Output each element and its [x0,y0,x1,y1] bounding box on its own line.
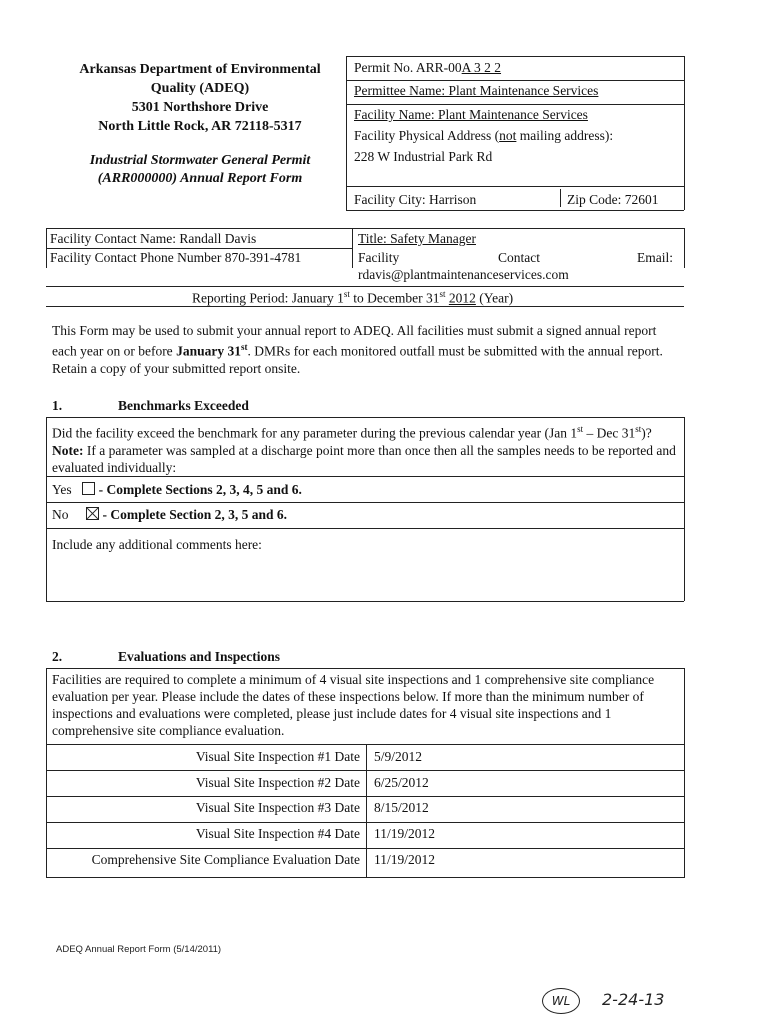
yes-option[interactable] [52,482,302,498]
form-title-line: Industrial Stormwater General Permit [89,153,311,168]
no-checkbox[interactable] [86,507,99,520]
agency-line: Arkansas Department of Environmental [79,62,321,77]
question-text: – Dec 31 [583,425,636,441]
agency-header [60,60,340,136]
note-text: If a parameter was sampled at a discharge point more than once then all the samples needs to be reported and evaluated individually: [52,442,676,475]
no-text: - Complete Section 2, 3, 5 and 6. [102,507,287,522]
period-text: Reporting Period: January 1 [192,290,344,306]
initials-stamp: WL [542,988,580,1014]
contact-email[interactable]: rdavis@plantmaintenanceservices.com [358,267,569,282]
intro-paragraph [52,322,684,377]
form-title [60,152,340,188]
handwritten-date: 2-24-13 [602,990,665,1009]
address-label-text: Facility Physical Address ( [354,128,500,143]
intro-text: . DMRs for each monitored outfall must be submitted with the annual report. Retain a copy of your submitted report onsite. [52,343,663,376]
period-text: (Year) [475,290,514,306]
no-option[interactable] [52,507,287,523]
section1-question [52,421,680,476]
question-sup: st [635,424,642,434]
permit-number [354,60,501,76]
address-label-not: not [499,128,517,143]
inspection-3-label: Visual Site Inspection #3 Date [195,800,360,815]
period-text: to December 31 [349,290,440,306]
section1-title: Benchmarks Exceeded [118,398,249,413]
inspection-3-date[interactable]: 8/15/2012 [374,800,429,815]
comments-label: Include any additional comments here: [52,537,262,552]
question-text: Did the facility exceed the benchmark for any parameter during the previous calendar year (Jan 1 [52,425,578,441]
agency-line: 5301 Northshore Drive [131,100,269,115]
reporting-period [192,289,513,307]
address-label-text: mailing address): [516,128,614,143]
yes-checkbox[interactable] [82,482,95,495]
question-sup: st [577,424,584,434]
comments-field[interactable] [52,556,678,598]
inspection-4-date[interactable]: 11/19/2012 [374,826,436,841]
email-label: Email: [637,250,673,265]
permit-label: Permit No. ARR-00 [354,60,462,75]
period-year[interactable]: 2012 [448,290,476,306]
address-value[interactable]: 228 W Industrial Park Rd [354,149,493,164]
email-label-facility: Facility [358,250,400,265]
period-sup: st [343,289,350,299]
section2-title: Evaluations and Inspections [118,649,281,664]
inspection-1-date[interactable]: 5/9/2012 [374,749,423,764]
permittee-name[interactable]: Permittee Name: Plant Maintenance Services [354,83,599,98]
yes-text: - Complete Sections 2, 3, 4, 5 and 6. [98,482,302,497]
form-footer: ADEQ Annual Report Form (5/14/2011) [56,944,222,955]
contact-title[interactable]: Title: Safety Manager [358,231,476,246]
agency-line: North Little Rock, AR 72118-5317 [98,119,302,134]
intro-text: This Form may be used to submit your annual report to ADEQ. All facilities must submit a signed annual report each year on or before [52,323,657,359]
inspection-4-label: Visual Site Inspection #4 Date [195,826,360,841]
no-label: No [52,507,69,522]
contact-phone[interactable]: Facility Contact Phone Number 870-391-4781 [50,250,302,265]
inspection-2-date[interactable]: 6/25/2012 [374,775,429,790]
email-label-contact: Contact [498,250,540,265]
intro-sup: st [240,342,248,352]
facility-name[interactable]: Facility Name: Plant Maintenance Services [354,107,588,122]
form-title-line: (ARR000000) Annual Report Form [97,171,303,186]
address-label [354,128,613,144]
permit-value[interactable]: A 3 2 2 [461,60,502,75]
section2-number: 2. [52,649,63,664]
contact-name[interactable]: Facility Contact Name: Randall Davis [50,231,257,246]
compliance-evaluation-date[interactable]: 11/19/2012 [374,852,436,867]
intro-deadline: January 31 [176,343,241,359]
note-label: Note: [52,442,84,458]
agency-line: Quality (ADEQ) [150,81,250,96]
section2-description: Facilities are required to complete a minimum of 4 visual site inspections and 1 comprehensive site compliance evaluation per year. Please include the dates of these inspections below. If more than the minimum number of inspections and evaluations were completed, please just include dates for 4 visual site inspections and 1 comprehensive site compliance evaluation. [52,672,655,738]
section1-number: 1. [52,398,63,413]
yes-label: Yes [52,482,72,497]
period-sup: st [439,289,446,299]
facility-city[interactable]: Facility City: Harrison [354,192,477,207]
compliance-evaluation-label: Comprehensive Site Compliance Evaluation Date [91,852,360,867]
zip-code[interactable]: Zip Code: 72601 [567,192,659,207]
question-text: )? [641,425,652,441]
inspection-2-label: Visual Site Inspection #2 Date [195,775,360,790]
inspection-1-label: Visual Site Inspection #1 Date [195,749,360,764]
